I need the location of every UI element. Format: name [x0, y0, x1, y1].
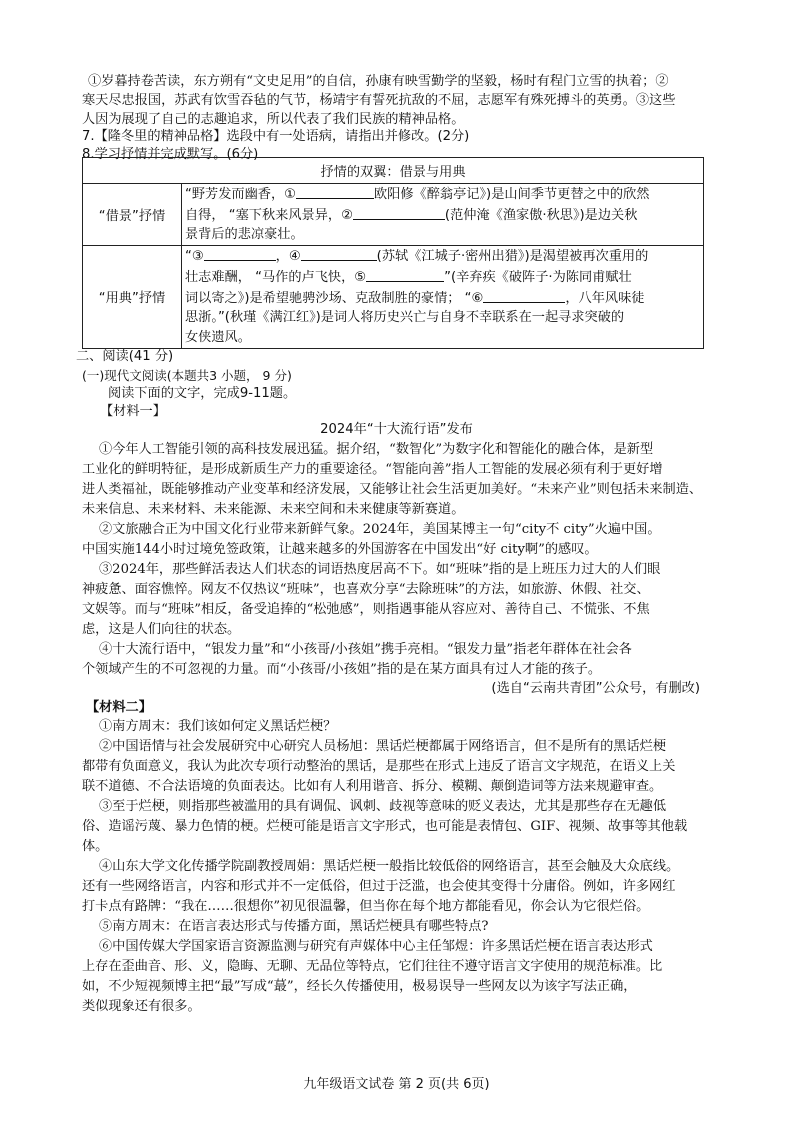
m1-line: ④十大流行语中，“银发力量”和“小孩哥/小孩姐”携手亮相。“银发力量”指老年群体在社会各: [99, 642, 632, 657]
table-heading: 抒情的双翼：借景与用典: [83, 158, 704, 184]
m1-line: 中国实施144小时过境免签政策，让越来越多的外国游客在中国发出“好 city啊”的感叹。: [82, 542, 598, 557]
m2-line: 都带有负面意义，我认为此次专项行动整治的黑话，是那些在形式上违反了语言文字规范，在语义上关: [82, 759, 676, 774]
page-footer: 九年级语文试卷 第 2 页(共 6页): [303, 1077, 490, 1092]
blank-4[interactable]: [301, 246, 377, 261]
m1-line: 工业化的鲜明特征，是形成新质生产力的重要途径。“智能向善”指人工智能的发展必须有利于更好增: [82, 462, 663, 477]
section-2-title: 二、阅读(41 分): [76, 349, 174, 364]
m2-line: ③至于烂梗，则指那些被滥用的具有调侃、讽刺、歧视等意味的贬义表达，尤其是那些存在无趣低: [99, 799, 667, 814]
blank-2[interactable]: [353, 205, 445, 220]
passage-line: 人因为展现了自己的志趣追求，所以代表了我们民族的精神品格。: [82, 112, 465, 127]
m1-line: 神疲惫、面容憔悴。网友不仅热议“班味”，也喜欢分享“去除班味”的方法，如旅游、休假、社交、: [82, 582, 650, 597]
material-1-title: 2024年“十大流行语”发布: [320, 422, 473, 437]
passage-line: 寒天尽忠报国，苏武有饮雪吞毡的气节，杨靖宇有誓死抗敌的不屈，志愿军有殊死搏斗的英勇。③这些: [82, 93, 676, 108]
m2-line: 俗、造谣污蔑、暴力色情的梗。烂梗可能是语言文字形式，也可能是表情包、GIF、视频、故事等其他载: [82, 819, 688, 834]
passage-line: ①岁暮持卷苦读，东方朔有“文史足用”的自信，孙康有映雪勤学的坚毅，杨时有程门立雪的执着；②: [88, 74, 669, 89]
m2-line: 类似现象还有很多。: [82, 999, 201, 1014]
m1-line: 虑，这是人们向往的状态。: [82, 622, 241, 637]
m2-line: 体。: [82, 839, 109, 854]
m1-line: ①今年人工智能引领的高科技发展迅猛。据介绍，“数智化”为数字化和智能化的融合体，是新型: [99, 442, 654, 457]
m2-line: ⑤南方周末：在语言表达形式与传播方面，黑话烂梗具有哪些特点?: [99, 919, 489, 934]
m1-line: 文娱等。而与“班味”相反，备受追捧的“松弛感”，则指遇事能从容应对、善待自己、不慌张、不焦: [82, 602, 650, 617]
m2-line: ④山东大学文化传播学院副教授周娟：黑话烂梗一般指比较低俗的网络语言，甚至会触及大众底线。: [99, 859, 680, 874]
m2-line: 联不道德、不合法语境的负面表达。比如有人利用谐音、拆分、模糊、颠倒造词等方法来规避审查。: [82, 779, 663, 794]
blank-3[interactable]: [204, 246, 276, 261]
m2-line: ②中国语情与社会发展研究中心研究人员杨旭：黑话烂梗都属于网络语言，但不是所有的黑话烂梗: [99, 739, 667, 754]
row-label-scenery: “借景”抒情: [83, 184, 182, 246]
m2-line: 如，不少短视频博主把“最”写成“蕞”，经长久传播使用，极易误导一些网友以为该字写法正确，: [82, 979, 637, 994]
material-2-label: 【材料二】: [86, 700, 152, 715]
blank-1[interactable]: [296, 184, 374, 199]
lyric-table: [82, 157, 704, 349]
m2-line: 打卡点有路牌：“我在……很想你”初见很温馨，但当你在每个地方都能看见，你会认为它很烂俗。: [82, 899, 650, 914]
m2-line: ⑥中国传媒大学国家语言资源监测与研究有声媒体中心主任邹煜：许多黑话烂梗在语言表达形式: [99, 939, 653, 954]
m1-line: ③2024年，那些鲜活表达人们状态的词语热度居高不下。如“班味”指的是上班压力过大的人们眼: [99, 562, 661, 577]
m1-line: 进人类福祉，既能够推动产业变革和经济发展，又能够让社会生活更加美好。“未来产业”则包括未来制造、: [82, 482, 703, 497]
subsection-title: (一)现代文阅读(本题共3 小题， 9 分): [82, 368, 292, 383]
m1-line: 未来信息、未来材料、未来能源、未来空间和未来健康等新赛道。: [82, 502, 465, 517]
question-7: 7.【隆冬里的精神品格】选段中有一处语病，请指出并修改。(2分): [82, 129, 470, 144]
instruction: 阅读下面的文字，完成9-11题。: [108, 386, 297, 401]
blank-6[interactable]: [483, 288, 565, 303]
m2-line: ①南方周末：我们该如何定义黑话烂梗？: [99, 719, 337, 734]
material-1-source: (选自“云南共青团”公众号，有删改): [491, 681, 700, 696]
m1-line: ②文旅融合正为中国文化行业带来新鲜气象。2024年，美国某博主一句“city不 city”火遍中国。: [99, 522, 661, 537]
row-allusion-text: “③ ，④ (苏轼《江城子·密州出猎》)是渴望被再次重用的 壮志难酬， “马作的卢飞快，⑤ ”(辛弃疾《破阵子·为陈同甫赋壮 词以寄之》)是希望驰骋沙场、克敌制胜的豪情； “⑥ ，八年风味徒 思浙。”(秋瑾《满江红》)是词人将历史兴亡与自身不幸联系在一起寻求突破的 女侠遗风。: [182, 246, 704, 349]
m2-line: 上存在歪曲音、形、义，隐晦、无聊、无品位等特点，它们往往不遵守语言文字使用的规范标准。比: [82, 959, 663, 974]
blank-5[interactable]: [366, 267, 444, 282]
question-8: 8.学习抒情并完成默写。(6分): [82, 147, 259, 162]
row-label-allusion: “用典”抒情: [83, 246, 182, 349]
material-1-label: 【材料一】: [100, 404, 166, 419]
m1-line: 个领域产生的不可忽视的力量。而“小孩哥/小孩姐”指的是在某方面具有过人才能的孩子。: [82, 662, 602, 677]
row-scenery-text: “野芳发而幽香，① 欧阳修《醉翁亭记》)是山间季节更替之中的欣然 自得， “塞下秋来风景异，② (范仲淹《渔家傲·秋思》)是边关秋 景背后的悲凉豪壮。: [182, 184, 704, 246]
m2-line: 还有一些网络语言，内容和形式并不一定低俗，但过于泛滥，也会使其变得十分庸俗。例如，许多网红: [82, 879, 676, 894]
